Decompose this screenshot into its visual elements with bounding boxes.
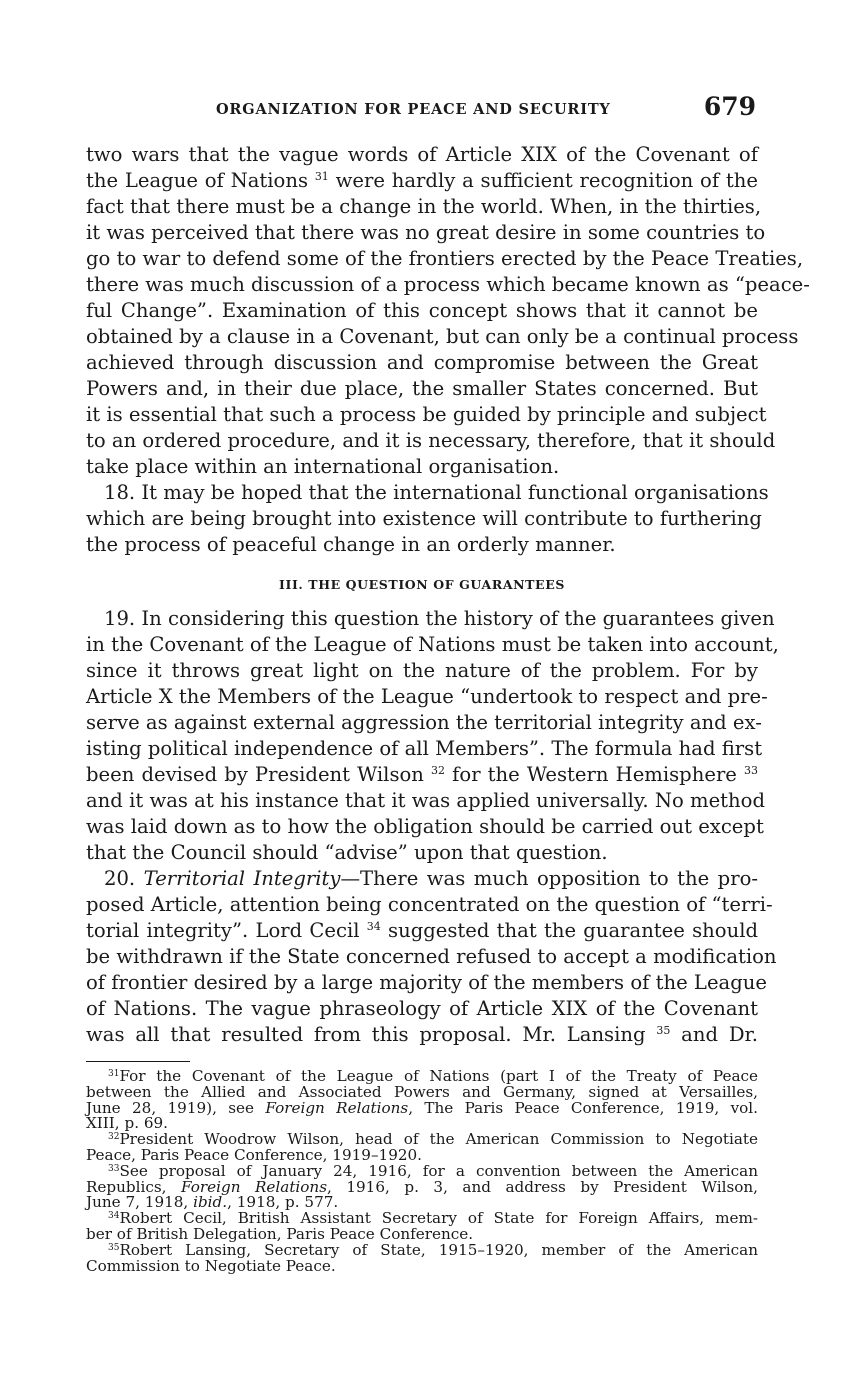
footnote-line: Commission to Negotiate Peace. [86, 1256, 336, 1275]
footnote-ref-34: 34 [366, 920, 381, 933]
italic-title: Foreign Relations [181, 1177, 328, 1196]
footnote-line [86, 1098, 758, 1117]
text-line [86, 866, 758, 892]
text-line [86, 762, 758, 788]
footnote-31 [86, 1069, 758, 1132]
text-fragment: For the Covenant of the League of Nations (part I of the Treaty of Peace [119, 1067, 758, 1085]
text-line: it is essential that such a process be guided by principle and subject [86, 403, 767, 426]
footnote-35 [86, 1240, 758, 1275]
text-fragment: the League of Nations [86, 169, 309, 192]
text-line: of Nations. The vague phraseology of Article XIX of the Covenant [86, 997, 758, 1020]
text-fragment: Robert Cecil, British Assistant Secretary of State for Foreign Affairs, mem- [119, 1209, 758, 1228]
text-line: take place within an international organisation. [86, 455, 560, 478]
footnote-34 [86, 1211, 758, 1243]
text-line: it was perceived that there was no great desire in some countries to [86, 221, 766, 244]
footnote-ref-35: 35 [656, 1024, 671, 1037]
text-line: isting political independence of all Members”. The formula had first [86, 737, 763, 760]
text-line: in the Covenant of the League of Nations must be taken into account, [86, 633, 779, 656]
text-fragment: Republics, [86, 1177, 167, 1196]
text-line: achieved through discussion and compromise between the Great [86, 351, 758, 374]
paragraph-continued [86, 142, 810, 480]
text-fragment: President Woodrow Wilson, head of the American Commission to Negotiate [119, 1130, 758, 1149]
footnote-line: Peace, Paris Peace Conference, 1919–1920. [86, 1145, 423, 1164]
paragraph-19 [86, 606, 779, 866]
footnote-line: ber of British Delegation, Paris Peace Conference. [86, 1224, 474, 1243]
text-line: obtained by a clause in a Covenant, but can only be a continual process [86, 325, 799, 348]
body-text [86, 142, 810, 1048]
text-fragment: June 28, 1919), see [86, 1098, 255, 1117]
text-line: fact that there must be a change in the world. When, in the thirties, [86, 195, 762, 218]
text-line: 19. In considering this question the history of the guarantees given [104, 607, 775, 630]
running-title: ORGANIZATION FOR PEACE AND SECURITY [216, 101, 611, 118]
footnote-line: XIII, p. 69. [86, 1114, 168, 1133]
footnote-line: between the Allied and Associated Powers and Germany, signed at Versailles, [86, 1082, 758, 1101]
text-fragment: , 1916, p. 3, and address by President Wilson, [327, 1177, 758, 1196]
text-line: of frontier desired by a large majority of the members of the League [86, 971, 767, 994]
footnote-number: 33 [108, 1163, 120, 1174]
text-fragment: was all that resulted from this proposal. Mr. Lansing [86, 1023, 646, 1046]
footnote-ref-33: 33 [744, 764, 759, 777]
footnote-32 [86, 1132, 758, 1164]
text-fragment: , 1918, p. 577. [227, 1193, 339, 1212]
text-line: Powers and, in their due place, the smaller States concerned. But [86, 377, 758, 400]
text-fragment: June 7, 1918, [86, 1193, 189, 1212]
page-number: 679 [703, 92, 756, 121]
text-line: there was much discussion of a process which became known as “peace- [86, 273, 810, 296]
footnote-number: 34 [108, 1211, 120, 1222]
footnote-number: 35 [108, 1242, 120, 1253]
text-line [86, 1022, 758, 1048]
text-line: posed Article, attention being concentrated on the question of “terri- [86, 893, 773, 916]
text-line: the process of peaceful change in an orderly manner. [86, 533, 616, 556]
text-line: ful Change”. Examination of this concept shows that it cannot be [86, 299, 758, 322]
footnote-33 [86, 1161, 758, 1212]
text-line [86, 168, 758, 194]
text-line: serve as against external aggression the territorial integrity and ex- [86, 711, 762, 734]
text-line: to an ordered procedure, and it is necessary, therefore, that it should [86, 429, 776, 452]
text-fragment: were hardly a sufficient recognition of the [335, 169, 758, 192]
footnote-number: 32 [108, 1132, 120, 1143]
document-page [86, 92, 810, 1275]
section-heading: III. THE QUESTION OF GUARANTEES [279, 577, 565, 592]
text-fragment: for the Western Hemisphere [452, 763, 737, 786]
text-fragment: been devised by President Wilson [86, 763, 424, 786]
text-line: that the Council should “advise” upon that question. [86, 841, 608, 864]
text-line: and it was at his instance that it was applied universally. No method [86, 789, 765, 812]
italic-title: Foreign Relations [265, 1098, 409, 1117]
text-line: Article X the Members of the League “undertook to respect and pre- [86, 685, 768, 708]
paragraph-18 [86, 480, 769, 558]
running-head [86, 92, 758, 124]
footnote-number: 31 [108, 1069, 120, 1079]
text-line: 18. It may be hoped that the international functional organisations [104, 481, 769, 504]
text-fragment: Robert Lansing, Secretary of State, 1915–1920, member of the American [119, 1240, 758, 1259]
text-fragment: suggested that the guarantee should [388, 919, 759, 942]
paragraph-20 [86, 866, 777, 1048]
text-fragment: torial integrity”. Lord Cecil [86, 919, 360, 942]
italic-ibid: ibid. [193, 1193, 228, 1212]
text-fragment: 20. [104, 867, 136, 890]
text-line: be withdrawn if the State concerned refused to accept a modification [86, 945, 777, 968]
text-fragment: and Dr. [681, 1023, 758, 1046]
text-fragment: —There was much opposition to the pro- [340, 867, 758, 890]
text-line: go to war to defend some of the frontiers erected by the Peace Treaties, [86, 247, 804, 270]
text-fragment: , The Paris Peace Conference, 1919, vol. [408, 1098, 758, 1117]
footnote-ref-31: 31 [314, 170, 329, 183]
italic-term: Territorial Integrity [143, 867, 341, 890]
text-fragment: See proposal of January 24, 1916, for a convention between the American [119, 1161, 758, 1180]
footnote-divider [86, 1061, 190, 1062]
text-line: since it throws great light on the nature of the problem. For by [86, 659, 758, 682]
text-line: which are being brought into existence will contribute to furthering [86, 507, 762, 530]
footnotes [86, 1069, 758, 1274]
footnote-ref-32: 32 [431, 764, 446, 777]
text-line: two wars that the vague words of Article XIX of the Covenant of [86, 143, 758, 166]
text-line: was laid down as to how the obligation should be carried out except [86, 815, 764, 838]
text-line [86, 918, 758, 944]
